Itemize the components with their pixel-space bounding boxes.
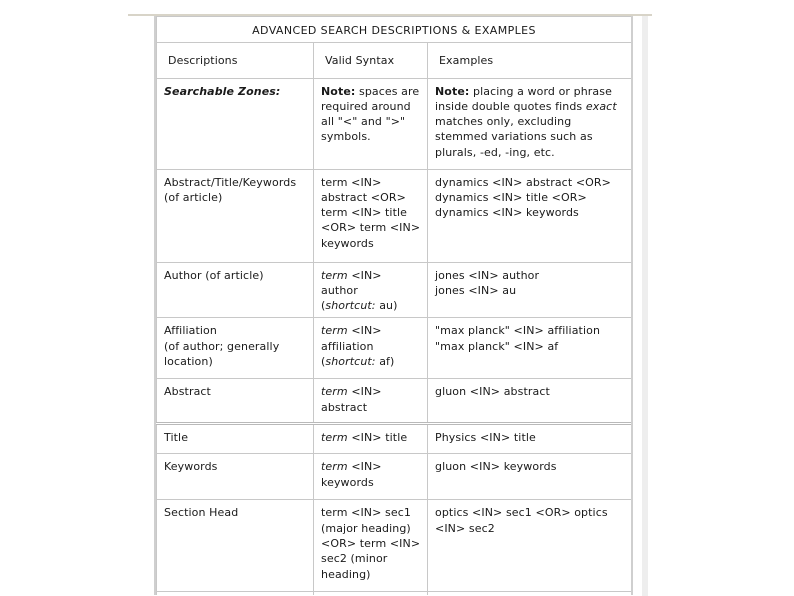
cell-description: Abstract (157, 379, 314, 424)
shortcut-label: shortcut: (325, 299, 376, 313)
table-row-affiliation (157, 318, 632, 379)
syntax-rest: <IN> abstract (321, 385, 382, 414)
cell-example: Physics <IN> title (428, 424, 632, 454)
table-row-author (157, 262, 632, 318)
column-header-row (157, 43, 632, 78)
column-header-descriptions: Descriptions (157, 43, 314, 78)
cell-syntax (314, 454, 428, 500)
syntax-rest: <IN> affiliation (321, 324, 382, 353)
examples-note-label: Note: (435, 84, 470, 98)
search-syntax-table-container (154, 16, 633, 595)
cell-description (157, 169, 314, 262)
description-line: (of author; generally location) (164, 339, 280, 369)
syntax-rest: <IN> title (347, 431, 408, 445)
example-line: jones <IN> author (435, 268, 540, 282)
table-row-section-head (157, 500, 632, 592)
table-row-keywords (157, 454, 632, 500)
cell-syntax (314, 424, 428, 454)
cell-description: Keywords (157, 454, 314, 500)
examples-note-emphasis: exact (585, 99, 617, 113)
searchable-zones-label: Searchable Zones: (164, 84, 281, 98)
syntax-term: term (321, 268, 348, 282)
syntax-term: term (321, 431, 348, 445)
cell-description: Title (157, 424, 314, 454)
example-line: dynamics <IN> abstract <OR> (435, 175, 611, 189)
cell-syntax: term <IN> sec1 (major heading) <OR> term <IN> sec2 (minor heading) (314, 500, 428, 592)
syntax-term: term (321, 385, 348, 399)
table-row-title (157, 424, 632, 454)
cell-description: Author (of article) (157, 262, 314, 318)
syntax-rest: <IN> keywords (321, 460, 382, 489)
table-row-abstract-title-keywords (157, 169, 632, 262)
cell-syntax (314, 318, 428, 379)
description-line: Affiliation (164, 324, 217, 338)
example-line: "max planck" <IN> affiliation (435, 324, 601, 338)
description-line: Abstract/Title/Keywords (164, 175, 297, 189)
table-title: ADVANCED SEARCH DESCRIPTIONS & EXAMPLES (157, 17, 632, 43)
cell-syntax (314, 379, 428, 424)
cell-syntax (314, 262, 428, 318)
cell-example: gluon <IN> abstract (428, 379, 632, 424)
description-line: (of article) (164, 190, 223, 204)
column-header-valid-syntax: Valid Syntax (314, 43, 428, 78)
cell-description: Section Head (157, 500, 314, 592)
syntax-term: term (321, 460, 348, 474)
examples-note-text-a: placing a word or phrase inside double quotes finds (435, 84, 612, 113)
examples-note-text-b: matches only, excluding stemmed variations such as plurals, -ed, -ing, etc. (435, 115, 593, 159)
cell-syntax: term <IN> abstract <OR> term <IN> title <OR> term <IN> keywords (314, 169, 428, 262)
search-syntax-table (156, 16, 632, 595)
shortcut-value: au) (375, 299, 398, 313)
shortcut-value: af) (375, 355, 395, 369)
cell-example (428, 78, 632, 169)
column-header-examples: Examples (428, 43, 632, 78)
cell-syntax (314, 78, 428, 169)
syntax-note-label: Note: (321, 84, 356, 98)
cell-example (428, 262, 632, 318)
table-row-searchable-zones (157, 78, 632, 169)
page-edge (642, 16, 648, 596)
cell-example: optics <IN> sec1 <OR> optics <IN> sec2 (428, 500, 632, 592)
example-line: jones <IN> au (435, 283, 517, 297)
syntax-term: term (321, 324, 348, 338)
cell-description (157, 318, 314, 379)
syntax-rest: <IN> author (321, 268, 382, 297)
cell-example: gluon <IN> keywords (428, 454, 632, 500)
shortcut-open: ( (321, 299, 326, 313)
table-row-abstract (157, 379, 632, 424)
example-line: dynamics <IN> keywords (435, 206, 579, 220)
shortcut-open: ( (321, 355, 326, 369)
syntax-note-text: spaces are required around all "<" and ">" symbols. (321, 84, 420, 144)
example-line: "max planck" <IN> af (435, 339, 559, 353)
cell-example (428, 318, 632, 379)
cell-example (428, 169, 632, 262)
shortcut-label: shortcut: (325, 355, 376, 369)
cell-description (157, 78, 314, 169)
table-title-row (157, 17, 632, 43)
example-line: dynamics <IN> title <OR> (435, 190, 587, 204)
